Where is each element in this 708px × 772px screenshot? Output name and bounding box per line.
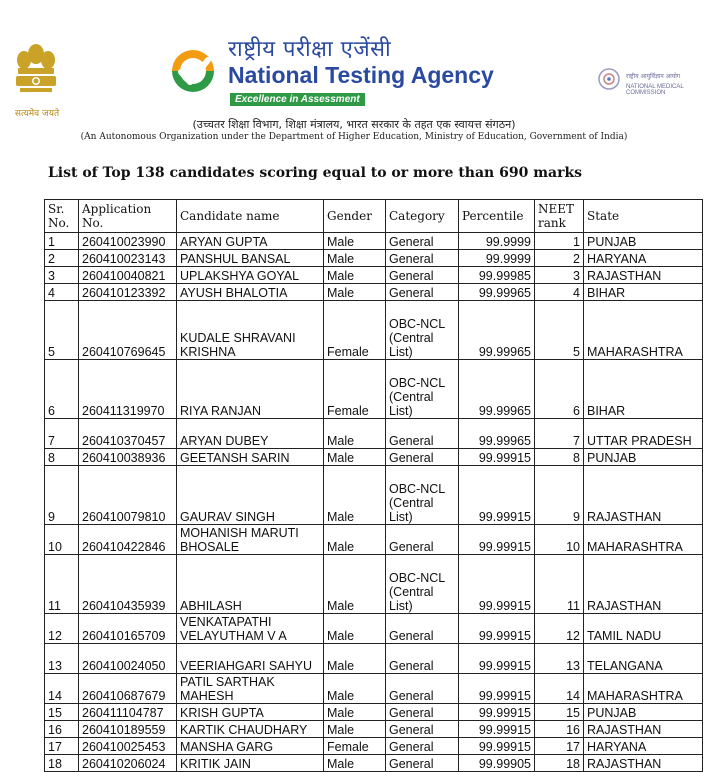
cell-sr-no: 16 — [45, 721, 79, 738]
cell-gender: Male — [324, 233, 386, 250]
header-percentile: Percentile — [459, 200, 535, 233]
table-row — [45, 704, 703, 721]
cell-state: RAJASTHAN — [584, 721, 703, 738]
table-row — [45, 233, 703, 250]
cell-neet-rank: 5 — [535, 301, 584, 360]
cell-neet-rank: 10 — [535, 525, 584, 555]
cell-gender: Male — [324, 555, 386, 614]
cell-sr-no: 12 — [45, 614, 79, 644]
cell-neet-rank: 15 — [535, 704, 584, 721]
cell-neet-rank: 16 — [535, 721, 584, 738]
cell-neet-rank: 6 — [535, 360, 584, 419]
cell-percentile: 99.99915 — [459, 644, 535, 674]
cell-neet-rank: 12 — [535, 614, 584, 644]
table-row — [45, 449, 703, 466]
cell-gender: Male — [324, 721, 386, 738]
cell-percentile: 99.99915 — [459, 704, 535, 721]
cell-category: OBC-NCL (Central List) — [386, 466, 459, 525]
cell-category: General — [386, 755, 459, 772]
cell-application-no: 260410025453 — [79, 738, 177, 755]
cell-percentile: 99.99915 — [459, 525, 535, 555]
nta-tagline: Excellence in Assessment — [230, 93, 365, 106]
cell-application-no: 260410123392 — [79, 284, 177, 301]
cell-candidate-name: GEETANSH SARIN — [177, 449, 324, 466]
table-row — [45, 525, 703, 555]
cell-application-no: 260411104787 — [79, 704, 177, 721]
cell-category: General — [386, 614, 459, 644]
cell-application-no: 260410024050 — [79, 644, 177, 674]
cell-state: PUNJAB — [584, 704, 703, 721]
results-body — [45, 233, 703, 772]
cell-percentile: 99.99985 — [459, 267, 535, 284]
nmc-logo-icon — [598, 68, 620, 90]
cell-percentile: 99.99915 — [459, 555, 535, 614]
cell-neet-rank: 11 — [535, 555, 584, 614]
cell-state: RAJASTHAN — [584, 267, 703, 284]
cell-percentile: 99.99905 — [459, 755, 535, 772]
cell-state: MAHARASHTRA — [584, 301, 703, 360]
cell-gender: Female — [324, 738, 386, 755]
table-row — [45, 267, 703, 284]
cell-state: HARYANA — [584, 738, 703, 755]
header-candidate-name: Candidate name — [177, 200, 324, 233]
header-neet-rank: NEET rank — [535, 200, 584, 233]
cell-percentile: 99.99965 — [459, 301, 535, 360]
cell-candidate-name: PANSHUL BANSAL — [177, 250, 324, 267]
cell-candidate-name: VENKATAPATHI VELAYUTHAM V A — [177, 614, 324, 644]
cell-gender: Male — [324, 250, 386, 267]
cell-application-no: 260410687679 — [79, 674, 177, 704]
nmc-hindi-name: राष्ट्रीय आयुर्विज्ञान आयोग — [626, 73, 681, 80]
english-subtitle: (An Autonomous Organization under the Department of Higher Education, Ministry of Education, Government of India) — [80, 132, 628, 142]
cell-candidate-name: MANSHA GARG — [177, 738, 324, 755]
cell-candidate-name: ARYAN DUBEY — [177, 419, 324, 449]
cell-category: General — [386, 674, 459, 704]
nta-logo-icon — [168, 46, 218, 96]
cell-gender: Male — [324, 674, 386, 704]
cell-application-no: 260410370457 — [79, 419, 177, 449]
cell-category: OBC-NCL (Central List) — [386, 301, 459, 360]
cell-neet-rank: 2 — [535, 250, 584, 267]
cell-candidate-name: GAURAV SINGH — [177, 466, 324, 525]
cell-candidate-name: KRISH GUPTA — [177, 704, 324, 721]
cell-category: General — [386, 721, 459, 738]
cell-sr-no: 17 — [45, 738, 79, 755]
cell-application-no: 260410023143 — [79, 250, 177, 267]
cell-application-no: 260410206024 — [79, 755, 177, 772]
cell-state: RAJASTHAN — [584, 466, 703, 525]
cell-category: OBC-NCL (Central List) — [386, 555, 459, 614]
cell-candidate-name: KUDALE SHRAVANI KRISHNA — [177, 301, 324, 360]
table-row — [45, 614, 703, 644]
cell-neet-rank: 8 — [535, 449, 584, 466]
cell-percentile: 99.99915 — [459, 614, 535, 644]
cell-percentile: 99.9999 — [459, 233, 535, 250]
cell-application-no: 260411319970 — [79, 360, 177, 419]
table-row — [45, 250, 703, 267]
cell-category: General — [386, 250, 459, 267]
cell-state: MAHARASHTRA — [584, 674, 703, 704]
hindi-subtitle: (उच्चतर शिक्षा विभाग, शिक्षा मंत्रालय, भारत सरकार के तहत एक स्वायत्त संगठन) — [192, 118, 516, 131]
cell-sr-no: 1 — [45, 233, 79, 250]
cell-percentile: 99.99915 — [459, 674, 535, 704]
header-state: State — [584, 200, 703, 233]
cell-neet-rank: 14 — [535, 674, 584, 704]
cell-category: General — [386, 419, 459, 449]
cell-state: RAJASTHAN — [584, 755, 703, 772]
cell-gender: Male — [324, 704, 386, 721]
cell-application-no: 260410040821 — [79, 267, 177, 284]
cell-application-no: 260410023990 — [79, 233, 177, 250]
cell-sr-no: 13 — [45, 644, 79, 674]
nmc-english-name: NATIONAL MEDICAL COMMISSION — [626, 84, 684, 96]
cell-state: RAJASTHAN — [584, 555, 703, 614]
cell-sr-no: 6 — [45, 360, 79, 419]
cell-sr-no: 2 — [45, 250, 79, 267]
cell-gender: Female — [324, 360, 386, 419]
cell-percentile: 99.99915 — [459, 738, 535, 755]
cell-candidate-name: KARTIK CHAUDHARY — [177, 721, 324, 738]
cell-percentile: 99.99915 — [459, 466, 535, 525]
cell-category: General — [386, 704, 459, 721]
table-row — [45, 301, 703, 360]
cell-application-no: 260410038936 — [79, 449, 177, 466]
cell-candidate-name: RIYA RANJAN — [177, 360, 324, 419]
cell-gender: Male — [324, 267, 386, 284]
cell-candidate-name: UPLAKSHYA GOYAL — [177, 267, 324, 284]
cell-neet-rank: 17 — [535, 738, 584, 755]
cell-sr-no: 8 — [45, 449, 79, 466]
cell-neet-rank: 1 — [535, 233, 584, 250]
cell-gender: Male — [324, 755, 386, 772]
cell-category: General — [386, 525, 459, 555]
header-sr-no: Sr. No. — [45, 200, 79, 233]
cell-state: BIHAR — [584, 284, 703, 301]
page-title: List of Top 138 candidates scoring equal to or more than 690 marks — [47, 165, 583, 181]
cell-state: BIHAR — [584, 360, 703, 419]
document-header — [0, 0, 708, 150]
cell-sr-no: 7 — [45, 419, 79, 449]
cell-gender: Male — [324, 614, 386, 644]
cell-application-no: 260410422846 — [79, 525, 177, 555]
table-row — [45, 419, 703, 449]
table-row — [45, 360, 703, 419]
cell-neet-rank: 9 — [535, 466, 584, 525]
cell-gender: Male — [324, 284, 386, 301]
cell-candidate-name: AYUSH BHALOTIA — [177, 284, 324, 301]
cell-category: OBC-NCL (Central List) — [386, 360, 459, 419]
cell-category: General — [386, 738, 459, 755]
cell-candidate-name: KRITIK JAIN — [177, 755, 324, 772]
cell-percentile: 99.99965 — [459, 419, 535, 449]
cell-state: PUNJAB — [584, 449, 703, 466]
table-row — [45, 721, 703, 738]
cell-candidate-name: VEERIAHGARI SAHYU — [177, 644, 324, 674]
cell-percentile: 99.99965 — [459, 284, 535, 301]
emblem-motto: सत्यमेव जयते — [14, 109, 60, 119]
cell-sr-no: 14 — [45, 674, 79, 704]
cell-gender: Male — [324, 466, 386, 525]
cell-state: PUNJAB — [584, 233, 703, 250]
cell-neet-rank: 4 — [535, 284, 584, 301]
cell-state: HARYANA — [584, 250, 703, 267]
table-row — [45, 555, 703, 614]
results-table — [44, 199, 703, 772]
cell-state: TELANGANA — [584, 644, 703, 674]
cell-application-no: 260410165709 — [79, 614, 177, 644]
cell-percentile: 99.99965 — [459, 360, 535, 419]
table-row — [45, 644, 703, 674]
nta-hindi-name: राष्ट्रीय परीक्षा एजेंसी — [228, 37, 392, 62]
cell-application-no: 260410769645 — [79, 301, 177, 360]
table-row — [45, 738, 703, 755]
cell-sr-no: 15 — [45, 704, 79, 721]
header-gender: Gender — [324, 200, 386, 233]
table-header-row — [45, 200, 703, 233]
cell-application-no: 260410435939 — [79, 555, 177, 614]
cell-sr-no: 5 — [45, 301, 79, 360]
cell-candidate-name: ABHILASH — [177, 555, 324, 614]
cell-candidate-name: PATIL SARTHAK MAHESH — [177, 674, 324, 704]
cell-category: General — [386, 267, 459, 284]
table-row — [45, 284, 703, 301]
cell-sr-no: 18 — [45, 755, 79, 772]
cell-application-no: 260410079810 — [79, 466, 177, 525]
cell-state: TAMIL NADU — [584, 614, 703, 644]
table-row — [45, 674, 703, 704]
cell-sr-no: 4 — [45, 284, 79, 301]
national-emblem-icon — [8, 40, 64, 112]
cell-neet-rank: 18 — [535, 755, 584, 772]
cell-category: General — [386, 644, 459, 674]
table-row — [45, 466, 703, 525]
cell-neet-rank: 13 — [535, 644, 584, 674]
cell-candidate-name: ARYAN GUPTA — [177, 233, 324, 250]
cell-state: UTTAR PRADESH — [584, 419, 703, 449]
cell-sr-no: 11 — [45, 555, 79, 614]
cell-percentile: 99.99915 — [459, 449, 535, 466]
cell-category: General — [386, 284, 459, 301]
cell-percentile: 99.9999 — [459, 250, 535, 267]
cell-gender: Male — [324, 644, 386, 674]
cell-sr-no: 3 — [45, 267, 79, 284]
cell-gender: Male — [324, 525, 386, 555]
cell-application-no: 260410189559 — [79, 721, 177, 738]
cell-gender: Female — [324, 301, 386, 360]
cell-neet-rank: 3 — [535, 267, 584, 284]
header-application-no: Application No. — [79, 200, 177, 233]
cell-gender: Male — [324, 419, 386, 449]
cell-sr-no: 9 — [45, 466, 79, 525]
cell-state: MAHARASHTRA — [584, 525, 703, 555]
table-row — [45, 755, 703, 772]
nta-english-name: National Testing Agency — [228, 62, 494, 88]
cell-category: General — [386, 233, 459, 250]
cell-sr-no: 10 — [45, 525, 79, 555]
cell-candidate-name: MOHANISH MARUTI BHOSALE — [177, 525, 324, 555]
cell-gender: Male — [324, 449, 386, 466]
cell-percentile: 99.99915 — [459, 721, 535, 738]
header-category: Category — [386, 200, 459, 233]
cell-category: General — [386, 449, 459, 466]
cell-neet-rank: 7 — [535, 419, 584, 449]
